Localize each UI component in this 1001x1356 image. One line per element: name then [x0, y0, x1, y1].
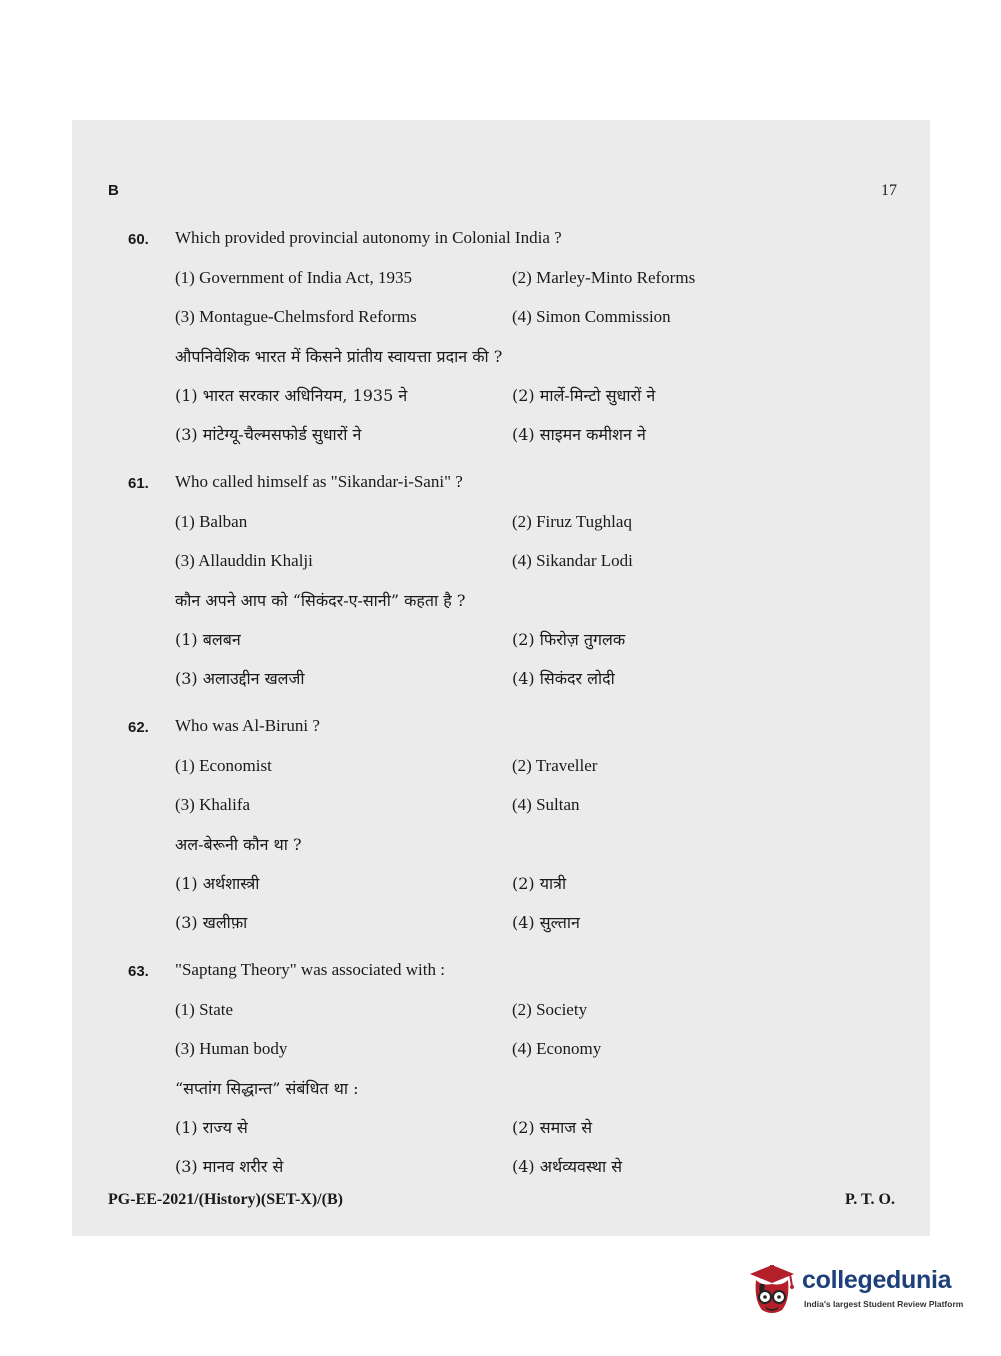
question-60: [0, 228, 1001, 468]
question-number: 62.: [128, 719, 149, 736]
option-1-hindi: (1) अर्थशास्त्री: [175, 874, 260, 893]
option-2: (2) Marley-Minto Reforms: [512, 268, 696, 287]
question-63: [0, 960, 1001, 1200]
option-2-hindi: (2) मार्ले-मिन्टो सुधारों ने: [512, 386, 656, 405]
brand-name: collegedunia: [802, 1266, 952, 1294]
option-4: (4) Simon Commission: [512, 307, 671, 326]
question-61: [0, 472, 1001, 712]
option-1: (1) Government of India Act, 1935: [175, 268, 412, 287]
option-3-hindi: (3) खलीफ़ा: [175, 913, 248, 932]
option-1: (1) Balban: [175, 512, 248, 531]
question-text-hindi: कौन अपने आप को “सिकंदर-ए-सानी” कहता है ?: [175, 591, 466, 610]
option-2: (2) Firuz Tughlaq: [512, 512, 632, 531]
collegedunia-mascot-icon: [746, 1262, 798, 1318]
option-3-hindi: (3) मानव शरीर से: [175, 1157, 284, 1176]
question-text-hindi: अल-बेरूनी कौन था ?: [175, 835, 302, 854]
question-number: 61.: [128, 475, 149, 492]
option-2-hindi: (2) यात्री: [512, 874, 567, 893]
option-4: (4) Sultan: [512, 795, 580, 814]
question-text: "Saptang Theory" was associated with :: [175, 960, 445, 979]
page-number: 17: [881, 182, 897, 199]
question-62: [0, 716, 1001, 956]
option-2-hindi: (2) समाज से: [512, 1118, 593, 1137]
option-1: (1) State: [175, 1000, 234, 1019]
option-3: (3) Khalifa: [175, 795, 251, 814]
option-4-hindi: (4) अर्थव्यवस्था से: [512, 1157, 623, 1176]
question-number: 60.: [128, 231, 149, 248]
question-text-hindi: औपनिवेशिक भारत में किसने प्रांतीय स्वायत्ता प्रदान की ?: [175, 347, 503, 366]
option-3-hindi: (3) मांटेग्यू-चैल्मसफोर्ड सुधारों ने: [175, 425, 362, 444]
option-1-hindi: (1) बलबन: [175, 630, 241, 649]
brand-tagline: India's largest Student Review Platform: [804, 1299, 964, 1309]
option-4-hindi: (4) साइमन कमीशन ने: [512, 425, 646, 444]
set-letter: B: [108, 182, 119, 199]
option-1-hindi: (1) भारत सरकार अधिनियम, 1935 ने: [175, 386, 408, 405]
option-3-hindi: (3) अलाउद्दीन खलजी: [175, 669, 305, 688]
question-number: 63.: [128, 963, 149, 980]
pto-label: P. T. O.: [845, 1191, 895, 1208]
question-text-hindi: “सप्तांग सिद्धान्त” संबंधित था :: [175, 1079, 359, 1098]
option-4-hindi: (4) सिकंदर लोदी: [512, 669, 615, 688]
option-4: (4) Sikandar Lodi: [512, 551, 633, 570]
option-3: (3) Montague-Chelmsford Reforms: [175, 307, 417, 326]
option-4: (4) Economy: [512, 1039, 602, 1058]
question-text: Which provided provincial autonomy in Colonial India ?: [175, 228, 562, 247]
option-1: (1) Economist: [175, 756, 272, 775]
question-text: Who was Al-Biruni ?: [175, 716, 320, 735]
option-1-hindi: (1) राज्य से: [175, 1118, 248, 1137]
paper-code: PG-EE-2021/(History)(SET-X)/(B): [108, 1191, 343, 1208]
question-text: Who called himself as "Sikandar-i-Sani" ?: [175, 472, 463, 491]
option-3: (3) Human body: [175, 1039, 288, 1058]
option-2: (2) Traveller: [512, 756, 598, 775]
option-2: (2) Society: [512, 1000, 588, 1019]
option-2-hindi: (2) फिरोज़ तुगलक: [512, 630, 626, 649]
option-3: (3) Allauddin Khalji: [175, 551, 313, 570]
option-4-hindi: (4) सुल्तान: [512, 913, 580, 932]
collegedunia-watermark: [746, 1262, 968, 1318]
